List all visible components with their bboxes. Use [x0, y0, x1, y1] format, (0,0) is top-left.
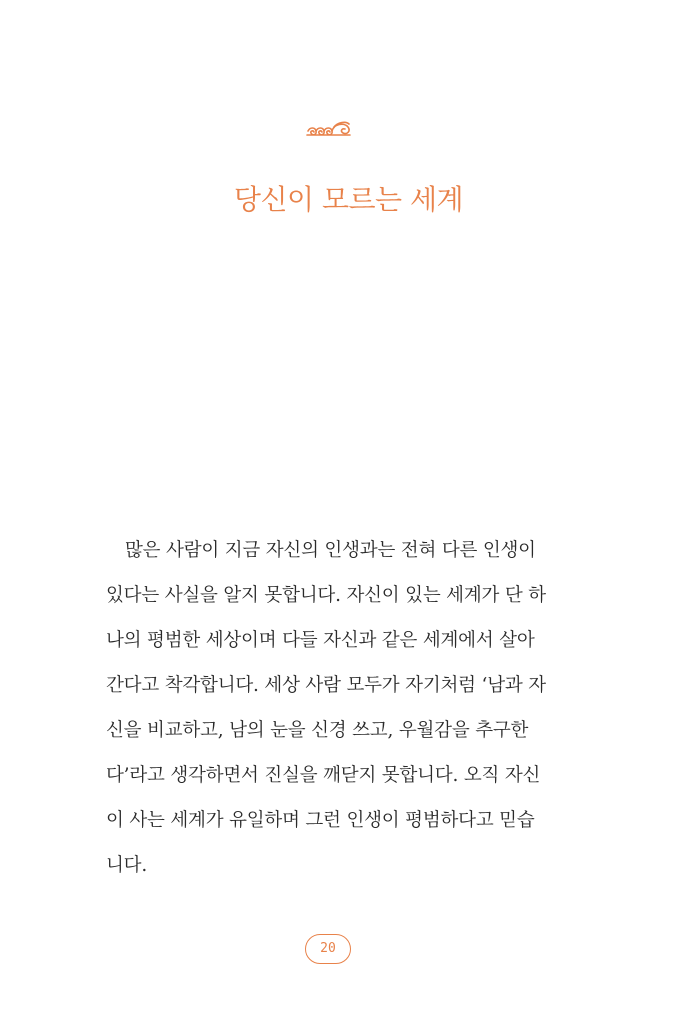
chapter-title: 당신이 모르는 세계 — [233, 183, 464, 216]
swirl-ornament-icon — [304, 118, 354, 142]
body-line: 다’라고 생각하면서 진실을 깨닫지 못합니다. 오직 자신 — [106, 765, 541, 786]
body-line: 이 사는 세계가 유일하며 그런 인생이 평범하다고 믿습 — [106, 810, 535, 831]
page-number: 20 — [305, 934, 351, 964]
body-paragraph — [106, 532, 566, 892]
body-line: 많은 사람이 지금 자신의 인생과는 전혀 다른 인생이 — [125, 540, 536, 561]
body-line: 나의 평범한 세상이며 다들 자신과 같은 세계에서 살아 — [106, 630, 535, 651]
body-line: 간다고 착각합니다. 세상 사람 모두가 자기처럼 ‘남과 자 — [106, 675, 546, 696]
body-line: 니다. — [106, 855, 148, 876]
body-line: 있다는 사실을 알지 못합니다. 자신이 있는 세계가 단 하 — [106, 585, 546, 606]
body-line: 신을 비교하고, 남의 눈을 신경 쓰고, 우월감을 추구한 — [106, 720, 529, 741]
